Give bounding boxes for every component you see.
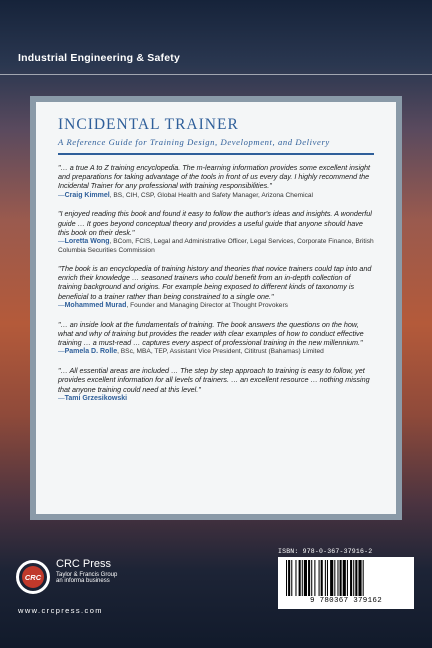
barcode-bar: [355, 560, 357, 596]
title-rule: [58, 153, 374, 155]
review-quote: "… a true A to Z training encyclopedia. The m-learning information provides some excellent insight and preparations for taking advantage of the tools in front of us every day. I highly recommend the Incidental Trainer for any professional with training responsibilities.": [58, 163, 371, 191]
review-attribution: —Craig Kimmel, BS, CIH, CSP, Global Health and Safety Manager, Arizona Chemical: [58, 191, 314, 199]
reviewer-name: Craig Kimmel: [64, 191, 110, 199]
barcode-bar: [353, 560, 354, 596]
header-divider: [0, 74, 432, 75]
reviewer-name: Loretta Wong: [64, 238, 110, 246]
review-quote: "The book is an encyclopedia of training history and theories that novice trainers could tap into and enrich their knowledge … seasoned trainers who could benefit from an in-depth collection of training background and origins. For example being exposed to different kinds of taxonomy is beneficial to a trainer rather than being constrained to a single one.": [58, 264, 372, 301]
barcode-number: 9 780367 379162: [309, 597, 382, 605]
review-attribution: —Mohammed Murad, Founder and Managing Director at Thought Provokers: [58, 301, 288, 309]
barcode-bar: [304, 560, 307, 596]
barcode-bar: [334, 560, 335, 596]
reviewer-name: Tami Grzesikowski: [64, 394, 128, 402]
reviewer-name: Mohammed Murad: [64, 301, 127, 309]
barcode-bar: [321, 560, 323, 596]
reviewer-credentials: , BS, CIH, CSP, Global Health and Safety Manager, Arizona Chemical: [109, 191, 314, 199]
publisher-name: CRC Press: [56, 558, 112, 570]
review-attribution: —Loretta Wong, BCom, FCIS, Legal and Administrative Officer, Legal Services, Corporate Finance, British Columbia Securities Commission: [58, 238, 374, 254]
barcode-bar: [358, 560, 361, 596]
crc-logo-mark: CRC: [22, 566, 44, 588]
barcode-bar: [343, 560, 346, 596]
barcode-bar: [286, 560, 287, 596]
crc-logo-icon: [16, 560, 50, 594]
barcode-bar: [330, 560, 333, 596]
publisher-url: www.crcpress.com: [18, 606, 103, 615]
barcode-bar: [347, 560, 348, 596]
book-subtitle: A Reference Guide for Training Design, Development, and Delivery: [58, 137, 330, 147]
review-quote: "… All essential areas are included … The step by step approach to training is easy to follow, yet provides excellent information for all levels of trainers. … an excellent resource … nothing missing that anyone training could need at this level.": [58, 366, 370, 394]
barcode-bar: [291, 560, 292, 596]
review: [58, 264, 374, 311]
barcode-bar: [308, 560, 310, 596]
barcode-bar: [327, 560, 328, 596]
reviewer-credentials: , Founder and Managing Director at Thought Provokers: [126, 301, 288, 309]
barcode-bar: [299, 560, 301, 596]
barcode-bar: [340, 560, 342, 596]
barcode-bar: [319, 560, 320, 596]
series-label: Industrial Engineering & Safety: [18, 52, 180, 64]
barcode-bars-icon: [284, 560, 408, 596]
barcode-bar: [325, 560, 326, 596]
reviewer-credentials: , BCom, FCIS, Legal and Administrative Officer, Legal Services, Corporate Finance, British Columbia Securities Commission: [58, 238, 374, 254]
barcode-bar: [295, 560, 296, 596]
barcode-bar: [311, 560, 312, 596]
barcode: [278, 557, 414, 609]
book-title: INCIDENTAL TRAINER: [58, 116, 239, 133]
review: [58, 163, 374, 200]
barcode-bar: [363, 560, 364, 596]
isbn-label: ISBN: 978-0-367-37916-2: [278, 548, 373, 555]
review: [58, 320, 374, 357]
review-quote: "… an inside look at the fundamentals of training. The book answers the questions on the how, what and why of training but provides the reader with clear examples of how to conduct effective training … a must-read … captures every aspect of professional training in the new millennium.": [58, 319, 364, 348]
barcode-bar: [314, 560, 315, 596]
back-cover-panel: [30, 96, 402, 520]
publisher-group: Taylor & Francis Group: [56, 572, 118, 578]
reviewer-name: Pamela D. Rolle: [64, 348, 118, 356]
barcode-bar: [337, 560, 338, 596]
publisher-block: [56, 558, 117, 584]
review-attribution: —Pamela D. Rolle, BSc, MBA, TEP, Assistant Vice President, Cititrust (Bahamas) Limited: [58, 348, 324, 356]
publisher-parent: an informa business: [56, 578, 110, 584]
review: [58, 209, 374, 255]
review-quote: "I enjoyed reading this book and found it easy to follow the author's ideas and insights. A wonderful guide … It goes beyond conceptual theory and provides a useful guide that anyone should have this book on their desk.": [58, 209, 372, 237]
review-attribution: —Tami Grzesikowski: [58, 394, 128, 402]
review: [58, 366, 374, 403]
reviewer-credentials: , BSc, MBA, TEP, Assistant Vice President, Cititrust (Bahamas) Limited: [117, 348, 324, 356]
barcode-bar: [350, 560, 352, 596]
barcode-bar: [288, 560, 290, 596]
barcode-bar: [302, 560, 303, 596]
